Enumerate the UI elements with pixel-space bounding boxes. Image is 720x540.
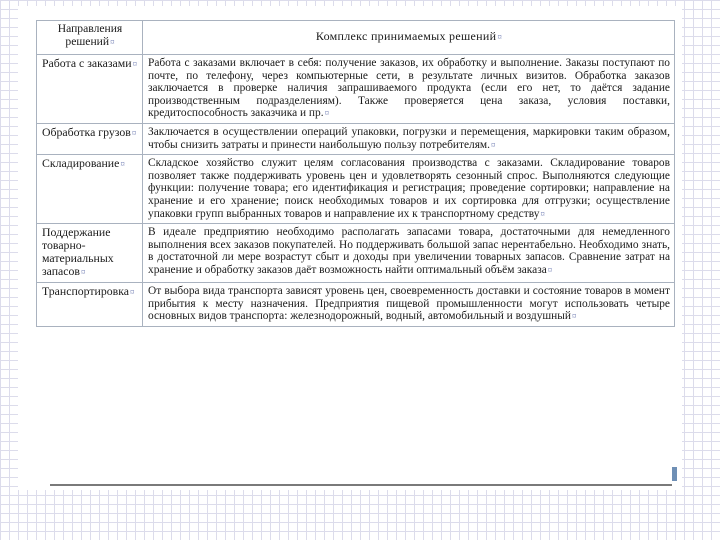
description-cell: В идеале предприятию необходимо располагать запасами товара, достаточными для немедленного выполнения всех заказов покупателей. Но поддерживать большой запас нерентабельно. Необходимо знать, в достаточной ли мере возрастут сбыт и доходы при увеличении товарных запасов. Сравнение затрат на хранение и обработку заказов даёт возможность найти оптимальный объём заказа¤ xyxy=(143,224,675,283)
direction-cell: Поддержание товарно-материальных запасов¤ xyxy=(37,224,143,283)
table-row xyxy=(37,283,675,327)
bottom-rule xyxy=(50,484,672,486)
direction-label: Складирование xyxy=(42,156,120,171)
description-text: Заключается в осуществлении операций упаковки, погрузки и перемещения, маркировки таким образом, чтобы снизить затраты и принести наибольшую пользу потребителям. xyxy=(148,125,670,151)
table-header-row xyxy=(37,21,675,55)
direction-label: Обработка грузов xyxy=(42,124,131,139)
table-row xyxy=(37,224,675,283)
direction-cell: Обработка грузов¤ xyxy=(37,123,143,154)
description-cell: От выбора вида транспорта зависят уровень цен, своевременность доставки и состояние товаров в момент прибытия к месту назначения. Предприятия пищевой промышленности могут использовать четыре основных видов транспорта: железнодорожный, водный, автомобильный и воздушный¤ xyxy=(143,283,675,327)
header-complex: Комплекс принимаемых решений¤ xyxy=(143,21,675,55)
direction-label: Работа с заказами xyxy=(42,56,132,70)
header-complex-label: Комплекс принимаемых решений xyxy=(315,29,497,44)
description-cell: Работа с заказами включает в себя: получение заказов, их обработку и выполнение. Заказы поступают по почте, по телефону, через компьютерные сети, в результате личных визитов. Обработка заказов заключается в проверке наличия запрашиваемого продукта (если его нет, то даётся задание производственным подразделениям). Также проверяется цена заказа, условия поставки, кредитоспособность заказчика и пр.¤ xyxy=(143,55,675,124)
accent-bar xyxy=(672,467,677,481)
description-cell: Складское хозяйство служит целям согласования производства с заказами. Складирование товаров позволяет также поддерживать уровень цен и удовлетворять сезонный спрос. Выполняются следующие функции: получение товара; его идентификация и регистрация; проведение сортировки; направление на хранение и его хранение; поиск необходимых товаров и их сортировка для отгрузки; осуществление упаковки групп выбранных товаров и направление их к транспортному средству¤ xyxy=(143,155,675,224)
table-row xyxy=(37,155,675,224)
description-cell: Заключается в осуществлении операций упаковки, погрузки и перемещения, маркировки таким образом, чтобы снизить затраты и принести наибольшую пользу потребителям.¤ xyxy=(143,123,675,154)
direction-cell: Транспортировка¤ xyxy=(37,283,143,327)
direction-cell: Складирование¤ xyxy=(37,155,143,224)
description-text: Складское хозяйство служит целям согласования производства с заказами. Складирование товаров позволяет также поддерживать уровень цен и удовлетворять сезонный спрос. Выполняются следующие функции: получение товара; его идентификация и регистрация; проведение сортировки; направление на хранение и его хранение; поиск необходимых товаров и их сортировка для отгрузки; осуществление упаковки групп выбранных товаров и направление их к транспортному средству xyxy=(148,157,670,220)
header-directions: Направления решений¤ xyxy=(37,21,143,55)
description-text: В идеале предприятию необходимо располагать запасами товара, достаточными для немедленного выполнения всех заказов покупателей. Но поддерживать большой запас нерентабельно. Необходимо знать, в достаточной ли мере возрастут сбыт и доходы при увеличении товарных запасов. Сравнение затрат на хранение и обработку заказов даёт возможность найти оптимальный объём заказа xyxy=(148,226,670,276)
direction-label: Транспортировка xyxy=(42,284,130,299)
direction-cell: Работа с заказами¤ xyxy=(37,55,143,124)
header-directions-label: Направления решений xyxy=(57,22,123,48)
logistics-decisions-table xyxy=(36,20,675,327)
table-row xyxy=(37,55,675,124)
description-text: Работа с заказами включает в себя: получение заказов, их обработку и выполнение. Заказы поступают по почте, по телефону, через компьютерные сети, в результате личных визитов. Обработка заказов заключается в проверке наличия запрашиваемого продукта (если его нет, то даётся задание производственным подразделениям). Также проверяется цена заказа, условия поставки, кредитоспособность заказчика и пр. xyxy=(148,57,670,120)
direction-label: Поддержание товарно-материальных запасов xyxy=(42,225,114,279)
description-text: От выбора вида транспорта зависят уровень цен, своевременность доставки и состояние товаров в момент прибытия к месту назначения. Предприятия пищевой промышленности могут использовать четыре основных видов транспорта: железнодорожный, водный, автомобильный и воздушный xyxy=(148,285,670,323)
table-row xyxy=(37,123,675,154)
